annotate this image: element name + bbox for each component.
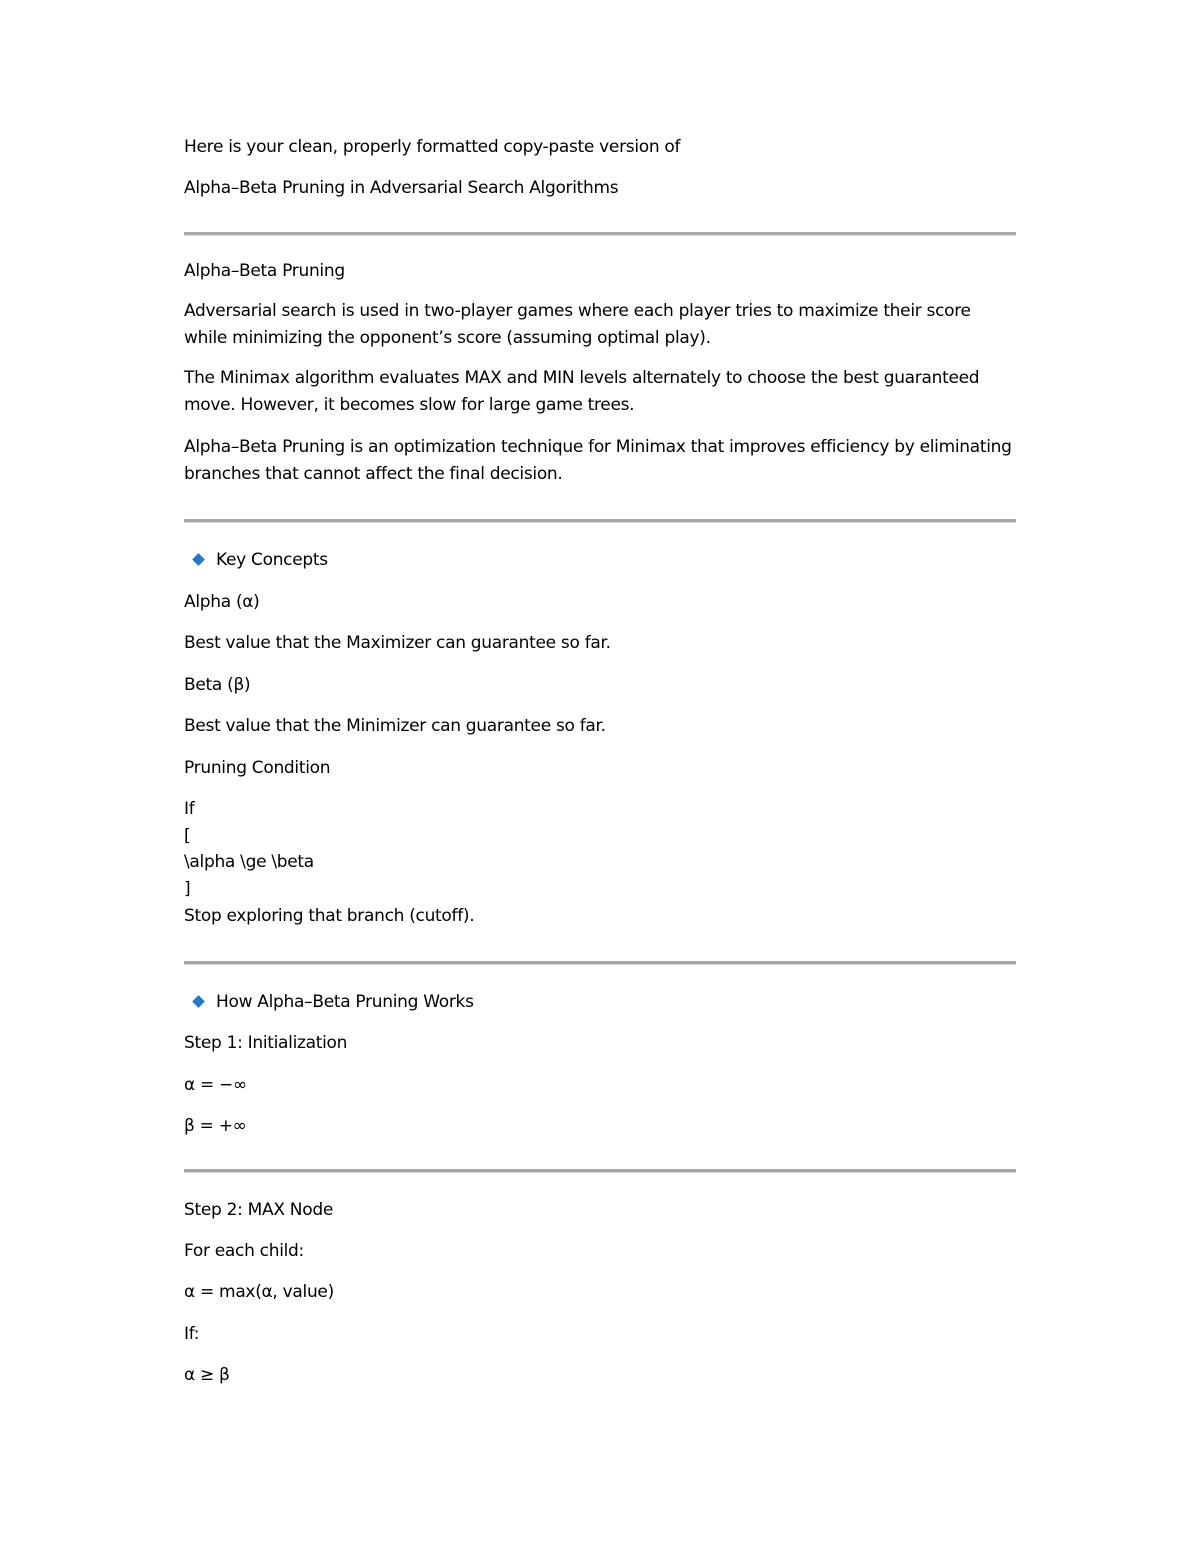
condition-open-bracket: [ <box>184 826 191 846</box>
diamond-icon <box>192 553 205 566</box>
alpha-initial-value: α = −∞ <box>184 1075 247 1095</box>
key-concepts-label: Key Concepts <box>216 550 328 570</box>
step-1-label: Step 1: Initialization <box>184 1033 348 1053</box>
paragraph-minimax: The Minimax algorithm evaluates MAX and MIN levels alternately to choose the best guaranteed move. However, it becomes slow for large game trees. <box>184 368 980 415</box>
beta-label: Beta (β) <box>184 675 251 695</box>
cutoff-condition: α ≥ β <box>184 1365 230 1385</box>
condition-expression: \alpha \ge \beta <box>184 852 314 872</box>
beta-initial-value: β = +∞ <box>184 1116 247 1136</box>
paragraph-adversarial-search: Adversarial search is used in two-player games where each player tries to maximize their score while minimizing the opponent’s score (assuming optimal play). <box>184 301 971 348</box>
alpha-update: α = max(α, value) <box>184 1282 334 1302</box>
divider <box>184 1169 1016 1173</box>
how-it-works-label: How Alpha–Beta Pruning Works <box>216 992 474 1012</box>
condition-close-bracket: ] <box>184 879 191 899</box>
intro-line-1: Here is your clean, properly formatted copy-paste version of <box>184 137 681 157</box>
condition-action: Stop exploring that branch (cutoff). <box>184 906 475 926</box>
condition-if: If <box>184 799 195 819</box>
paragraph-alpha-beta-definition: Alpha–Beta Pruning is an optimization technique for Minimax that improves efficiency by eliminating branches that cannot affect the final decision. <box>184 437 1012 484</box>
divider <box>184 961 1016 965</box>
diamond-icon <box>192 995 205 1008</box>
alpha-label: Alpha (α) <box>184 592 260 612</box>
pruning-condition-label: Pruning Condition <box>184 758 331 778</box>
section-heading-alpha-beta: Alpha–Beta Pruning <box>184 261 345 281</box>
divider <box>184 232 1016 236</box>
document-page <box>184 0 1016 1553</box>
divider <box>184 519 1016 523</box>
document-title: Alpha–Beta Pruning in Adversarial Search Algorithms <box>184 178 619 198</box>
for-each-child: For each child: <box>184 1241 304 1261</box>
if-label: If: <box>184 1324 200 1344</box>
step-2-label: Step 2: MAX Node <box>184 1200 333 1220</box>
beta-description: Best value that the Minimizer can guarantee so far. <box>184 716 606 736</box>
alpha-description: Best value that the Maximizer can guarantee so far. <box>184 633 611 653</box>
